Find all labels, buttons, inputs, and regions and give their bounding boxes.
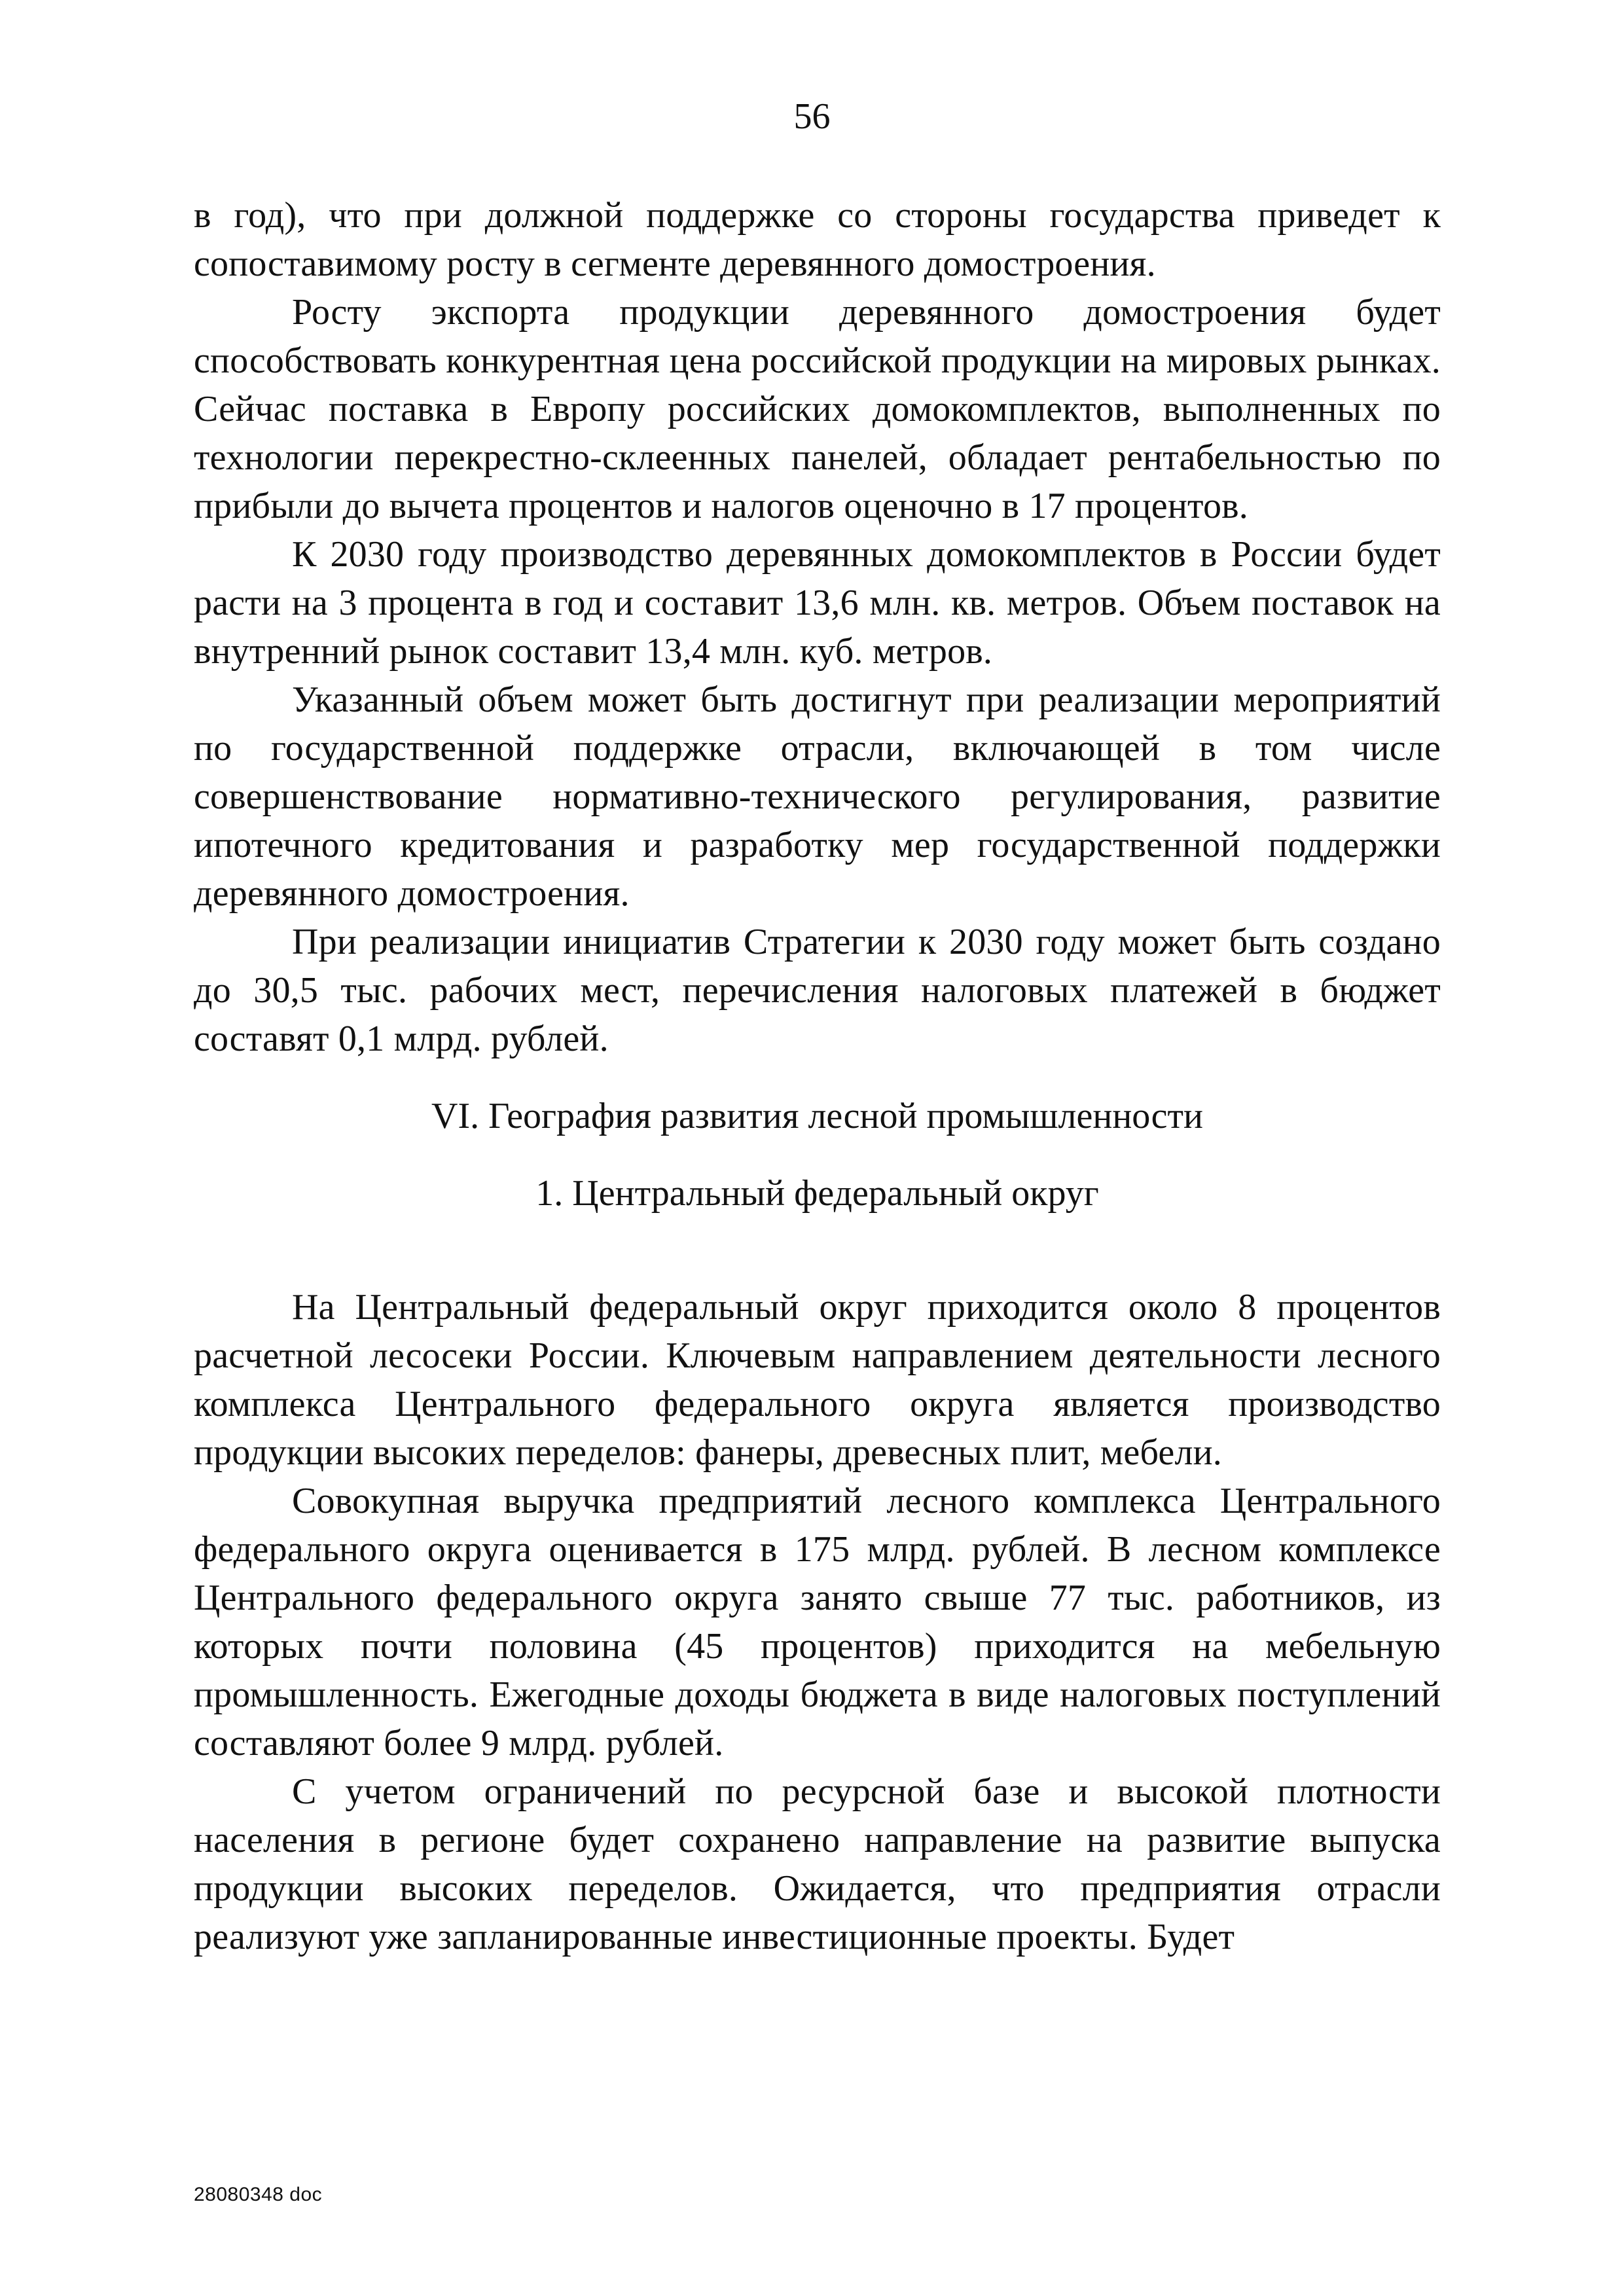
paragraph-cfo-outlook: С учетом ограничений по ресурсной базе и высокой плотности населения в регионе будет сохранено направление на развитие выпуска продукции высоких переделов. Ожидается, что предприятия отрасли реализуют уже запланированные инвестиционные проекты. Будет bbox=[194, 1771, 1441, 1957]
footer-doc-id: 28080348 doc bbox=[194, 2184, 323, 2205]
paragraph-continuation: в год), что при должной поддержке со стороны государства приведет к сопоставимому росту в сегменте деревянного домостроения. bbox=[194, 195, 1441, 284]
paragraph-cfo-share: На Центральный федеральный округ приходится около 8 процентов расчетной лесосеки России. Ключевым направлением деятельности лесного комплекса Центрального федерального округа является производство продукции высоких переделов: фанеры, древесных плит, мебели. bbox=[194, 1287, 1441, 1473]
subsection-heading: 1. Центральный федеральный округ bbox=[535, 1173, 1099, 1214]
paragraph-production-2030: К 2030 году производство деревянных домокомплектов в России будет расти на 3 процента в год и составит 13,6 млн. кв. метров. Объем поставок на внутренний рынок составит 13,4 млн. куб. метров. bbox=[194, 534, 1441, 672]
section-heading: VI. География развития лесной промышленности bbox=[431, 1096, 1203, 1136]
paragraph-state-support: Указанный объем может быть достигнут при реализации мероприятий по государственной поддержке отрасли, включающей в том числе совершенствование нормативно-технического регулирования, развитие ипотечного кредитования и разработку мер государственной поддержки деревянного домостроения. bbox=[194, 679, 1441, 914]
paragraph-cfo-revenue: Совокупная выручка предприятий лесного комплекса Центрального федерального округа оценивается в 175 млрд. рублей. В лесном комплексе Центрального федерального округа занято свыше 77 тыс. работников, из которых почти половина (45 процентов) приходится на мебельную промышленность. Ежегодные доходы бюджета в виде налоговых поступлений составляют более 9 млрд. рублей. bbox=[194, 1481, 1441, 1763]
document-body bbox=[194, 191, 1441, 1961]
paragraph-export: Росту экспорта продукции деревянного домостроения будет способствовать конкурентная цена российской продукции на мировых рынках. Сейчас поставка в Европу российских домокомплектов, выполненных по технологии перекрестно-склеенных панелей, обладает рентабельностью по прибыли до вычета процентов и налогов оценочно в 17 процентов. bbox=[194, 292, 1441, 526]
paragraph-jobs: При реализации инициатив Стратегии к 2030 году может быть создано до 30,5 тыс. рабочих мест, перечисления налоговых платежей в бюджет составят 0,1 млрд. рублей. bbox=[194, 922, 1441, 1059]
page-number: 56 bbox=[793, 96, 831, 137]
